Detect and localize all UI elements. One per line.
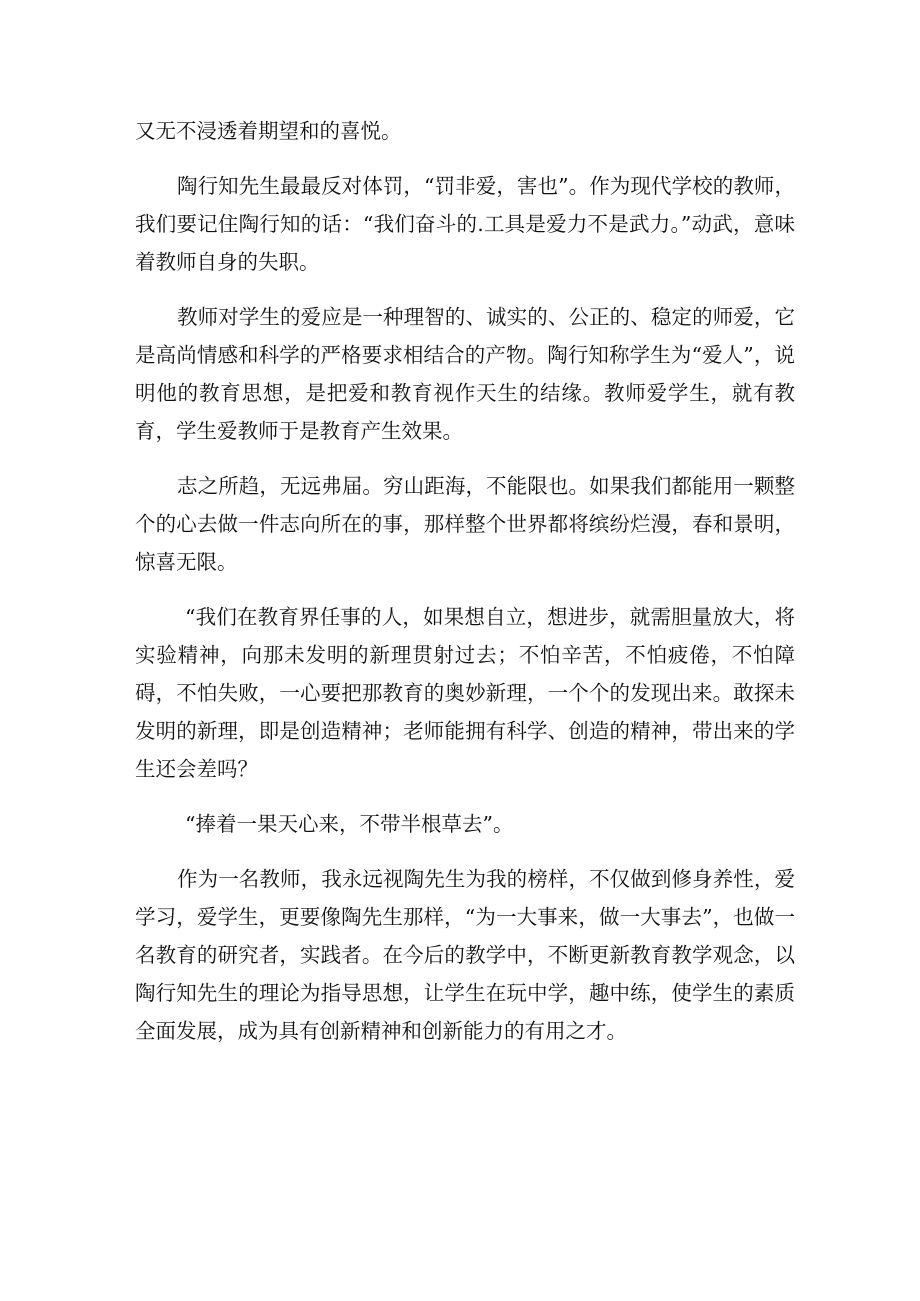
paragraph-aspiration: 志之所趋，无远弗届。穷山距海，不能限也。如果我们都能用一颗整个的心去做一件志向所在的事，那样整个世界都将缤纷烂漫，春和景明，惊喜无限。: [135, 474, 795, 574]
paragraph-conclusion: 作为一名教师，我永远视陶先生为我的榜样，不仅做到修身养性，爱学习，爱学生，更要像陶先生那样，“为一大事来，做一大事去”，也做一名教育的研究者，实践者。在今后的教学中，不断更新教育教学观念，以陶行知先生的理论为指导思想，让学生在玩中学，趣中练，使学生的素质全面发展，成为具有创新精神和创新能力的有用之才。: [135, 867, 795, 1043]
paragraph-continuation: 又无不浸透着期望和的喜悦。: [135, 119, 402, 143]
paragraph-creative-spirit-quote: “我们在教育界任事的人，如果想自立，想进步，就需胆量放大，将实验精神，向那未发明的新理贯射过去；不怕辛苦，不怕疲倦，不怕障碍，不怕失败，一心要把那教育的奥妙新理，一个个的发现出来。敢探未发明的新理，即是创造精神；老师能拥有科学、创造的精神，带出来的学生还会差吗？: [135, 605, 795, 781]
paragraph-corporal-punishment: 陶行知先生最最反对体罚，“罚非爱，害也”。作为现代学校的教师，我们要记住陶行知的话：“我们奋斗的.工具是爱力不是武力。”动武，意味着教师自身的失职。: [135, 174, 795, 274]
paragraph-heart-quote: “捧着一果天心来，不带半根草去”。: [185, 812, 514, 836]
document-body: [135, 112, 795, 1050]
paragraph-teacher-love: 教师对学生的爱应是一种理智的、诚实的、公正的、稳定的师爱，它是高尚情感和科学的严格要求相结合的产物。陶行知称学生为“爱人”，说明他的教育思想，是把爱和教育视作天生的结缘。教师爱学生，就有教育，学生爱教师于是教育产生效果。: [135, 305, 795, 443]
